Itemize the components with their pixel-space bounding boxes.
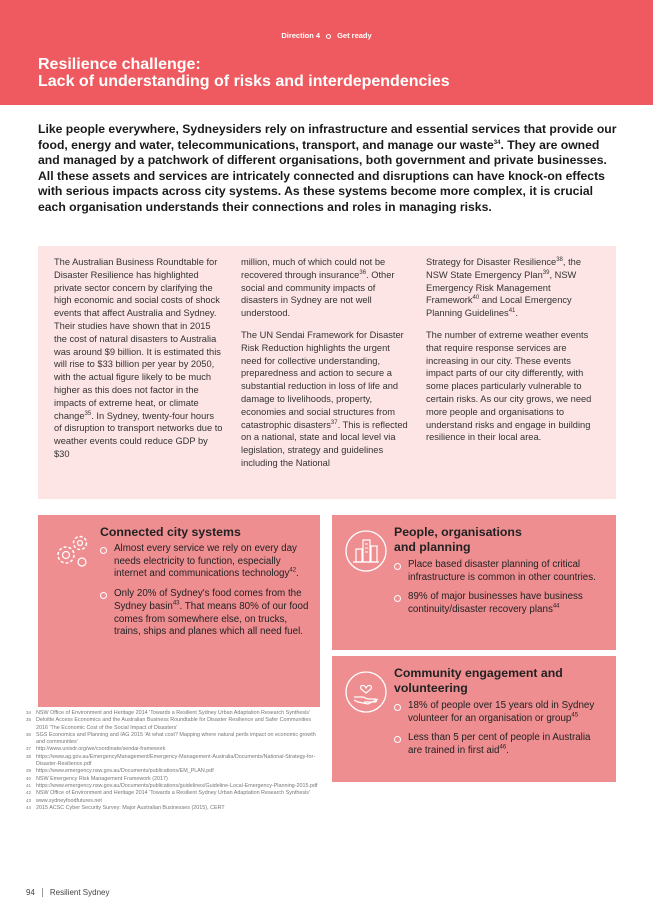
footnote: 37 http://www.unisdr.org/we/coordinate/sendai-framework [26, 746, 166, 753]
text-column-1 [54, 256, 224, 470]
paragraph: Strategy for Disaster Resilience$^{38}$, the NSW State Emergency Plan$^{39}$, NSW Emergency Risk Management Framework$^{40}$ and Local Emergency Planning Guidelines$^{41}$. [426, 256, 581, 319]
page-footer [26, 888, 110, 897]
divider [42, 888, 43, 897]
footnote-ref: 45 [571, 712, 579, 719]
page-title [38, 56, 618, 90]
list-item: Almost every service we rely on every day needs electricity to function, especially internet and communications technology$^{42}$. [100, 543, 310, 581]
card-title: Community engagement and volunteering [394, 666, 563, 695]
card-title: Connected city systems [100, 525, 241, 539]
card-people-organisations-planning [332, 515, 616, 650]
lead-paragraph: Like people everywhere, Sydneysiders rely on infrastructure and essential services that provide our food, energy and water, telecommunications, transport, and manage our waste$^{34}$. They are owned and managed by a patchwork of different organisations, both government and private businesses. All these assets and services are intricately connected and disruptions can have knock-on effects with serious impacts across city systems. As these systems become more complex, it is crucial each organisation understands their connections and roles in managing risks. [38, 122, 617, 214]
footnote: 40 NSW Emergency Risk Management Framework (2017) [26, 775, 168, 782]
direction-label: Direction 4 [281, 31, 321, 40]
footnotes [26, 710, 318, 812]
title-line-1: Resilience challenge: [38, 56, 201, 73]
text-column-3 [426, 256, 600, 453]
footnote: 44 2015 ACSC Cyber Security Survey: Major Australian Businesses (2015), CERT [26, 804, 225, 811]
footnote-ref: 36 [359, 269, 367, 276]
list-item: Less than 5 per cent of people in Australia are trained in first aid$^{46}$. [394, 732, 604, 757]
helping-hand-heart-icon [344, 670, 388, 714]
footnote-ref: 34 [493, 139, 501, 146]
footnote: 36 SGS Economics and Planning and IAG 2015 'At what cost? Mapping where natural perils impact on economic growth and communities' [26, 731, 316, 746]
footnote: 42 NSW Office of Environment and Heritage 2014 'Towards a Resilient Sydney Urban Adaptation Research Synthesis' [26, 790, 311, 797]
list-item: Only 20% of Sydney's food comes from the Sydney basin$^{43}$. That means 80% of our food comes from somewhere else, on trucks, trains, ships and planes which all need fuel. [100, 588, 310, 639]
footnote: 38 https://www.ag.gov.au/EmergencyManagement/Emergency-Management-Australia/Documents/National-Strategy-for-Disaster-Resilience.pdf [26, 753, 316, 768]
list-item: Place based disaster planning of critical infrastructure is common in other countries. [394, 559, 604, 584]
list-item: 89% of major businesses have business continuity/disaster recovery plans$^{44}$ [394, 591, 604, 616]
section-label: Get ready [337, 31, 372, 40]
footnote-ref: 39 [542, 269, 550, 276]
footnote: 43 www.sydneyfoodfutures.net [26, 797, 102, 804]
paragraph: The Australian Business Roundtable for Disaster Resilience has highlighted private sector concern by clarifying the high economic and social costs of shock events that affect Australia and Sydney. Their studies have shown that in 2015 the cost of natural disasters to Australia was around $9 billion. It is estimated this will rise to $33 billion per year by 2050, with the actual figure likely to be much higher as this does not factor in the impacts of extreme heat, or climate change$^{35}$. In Sydney, twenty-four hours of disruption to transport networks due to weather events could reduce GDP by $30 [54, 257, 223, 459]
footnote-ref: 43 [172, 600, 180, 607]
footnote: 41 https://www.emergency.nsw.gov.au/Documents/publications/guidelines/Guideline-Local-Emergency-Planning-2015.pdf [26, 782, 318, 789]
body-text-panel [38, 246, 616, 499]
footnote-ref: 35 [84, 410, 92, 417]
card-title: People, organisations and planning [394, 525, 522, 554]
page-number: 94 [26, 888, 35, 897]
footnote-ref: 46 [499, 744, 507, 751]
footnote-ref: 40 [472, 295, 480, 302]
footnote: 34 NSW Office of Environment and Heritage 2014 'Towards a Resilient Sydney Urban Adaptation Research Synthesis' [26, 710, 311, 716]
card-community-engagement [332, 656, 616, 782]
title-line-2: Lack of understanding of risks and interdependencies [38, 73, 450, 90]
publication-name: Resilient Sydney [49, 888, 110, 897]
footnote-ref: 44 [552, 603, 560, 610]
footnote-ref: 38 [556, 256, 563, 263]
paragraph: million, much of which could not be recovered through insurance$^{36}$. Other social and community impacts of disasters in Sydney are not well understood. [241, 257, 395, 319]
bullet-list [394, 700, 604, 765]
footnote: 35 Deloitte Access Economics and the Australian Business Roundtable for Disaster Resilience and Safer Communities 2016 'The Economic Cost of the Social Impact of Disasters' [26, 717, 312, 731]
card-connected-city-systems [38, 515, 320, 707]
footnote-ref: 42 [289, 568, 297, 575]
separator-circle-icon [326, 34, 331, 39]
city-buildings-icon [344, 529, 388, 573]
footnote-ref: 37 [330, 419, 338, 426]
paragraph: The number of extreme weather events that require response services are increasing in our city. These events impact parts of our city differently, with some places particularly vulnerable to certain risks. As our city grows, we need more people and organisations to understand risks and engage in building resilience in their local area. [426, 329, 592, 443]
list-item: 18% of people over 15 years old in Sydney volunteer for an organisation or group$^{45}$ [394, 700, 604, 725]
footnote-ref: 41 [508, 308, 516, 315]
bullet-list [100, 543, 310, 646]
bullet-list [394, 559, 604, 624]
footnote: 39 https://www.emergency.nsw.gov.au/Documents/publications/EM_PLAN.pdf [26, 768, 214, 775]
section-breadcrumb [0, 31, 653, 40]
gears-icon [50, 529, 94, 573]
paragraph: The UN Sendai Framework for Disaster Risk Reduction highlights the urgent need for collective understanding, preparedness and action to secure a substantial reduction in loss of life and damage to livelihoods, property, economies and social structures from catastrophic disasters$^{37}$. This is reflected on a national, state and local level via legislation, strategy and guidelines including the National [241, 329, 408, 468]
text-column-2 [241, 256, 411, 479]
